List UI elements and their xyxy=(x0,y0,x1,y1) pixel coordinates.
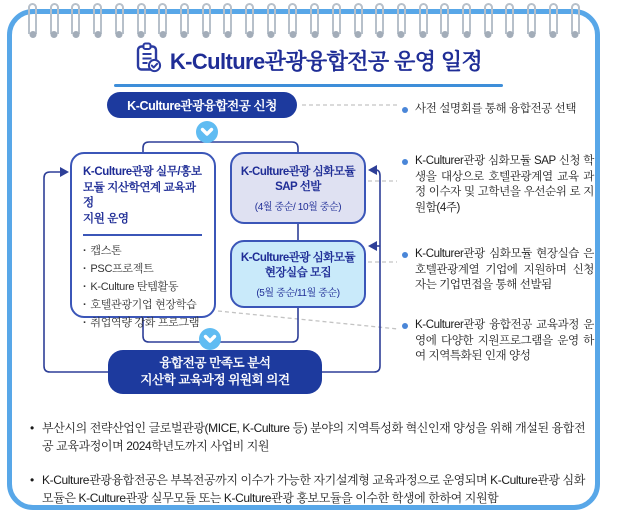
binding-ring xyxy=(397,3,406,34)
chevron-down-icon xyxy=(199,328,221,350)
side-note: 사전 설명회를 통해 융합전공 선택 xyxy=(402,102,594,118)
module-item: · PSC프로젝트 xyxy=(83,260,206,278)
binding-ring xyxy=(310,3,319,34)
sap-selection-box xyxy=(230,152,366,224)
binding-ring xyxy=(571,3,580,34)
flow-end-pill xyxy=(108,350,322,394)
binding-ring xyxy=(527,3,536,34)
binding-ring xyxy=(549,3,558,34)
end-pill-line2: 지산학 교육과정 위원회 의견 xyxy=(140,373,290,387)
binding-ring xyxy=(28,3,37,34)
field-training-box xyxy=(230,240,366,308)
sap-box-schedule: (4월 중순/ 10월 중순) xyxy=(254,202,342,213)
module-item: · 캡스톤 xyxy=(83,242,206,260)
module-item: · 취업역량 강화 프로그램 xyxy=(83,314,206,332)
binding-ring xyxy=(462,3,471,34)
sap-box-title-line1: K-Culture관광 심화모듈 xyxy=(240,166,356,178)
binding-ring xyxy=(440,3,449,34)
sap-box-title-line2: SAP 선발 xyxy=(275,181,321,193)
binding-ring xyxy=(223,3,232,34)
side-note: K-Culturer관광 융합전공 교육과정 운영에 다양한 지원프로그램을 운영 하여 지역특화된 인재 양성 xyxy=(402,318,594,365)
flow-start-pill: K-Culture관광융합전공 신청 xyxy=(107,92,297,118)
page-title: K-Culture관광융합전공 운영 일정 xyxy=(169,48,483,74)
binding-ring xyxy=(375,3,384,34)
binding-ring xyxy=(354,3,363,34)
binding-ring xyxy=(71,3,80,34)
spiral-binding xyxy=(0,0,617,48)
field-box-schedule: (5월 중순/11월 중순) xyxy=(256,288,340,299)
footnote: • 부산시의 전략산업인 글로벌관광(MICE, K-Culture 등) 분야의 지역특성화 혁신인재 양성을 위해 개설된 융합전공 교육과정이며 2024학년도까지 사업비 지원 xyxy=(30,420,592,455)
side-note: K-Culturer관광 심화모듈 SAP 신청 학생을 대상으로 호텔관광계열 교육 과정 이수자 및 고학년을 우선순위 로 지원함(4주) xyxy=(402,154,594,216)
binding-ring xyxy=(267,3,276,34)
box-divider xyxy=(83,234,202,236)
binding-ring xyxy=(288,3,297,34)
binding-ring xyxy=(245,3,254,34)
binding-ring xyxy=(93,3,102,34)
binding-ring xyxy=(137,3,146,34)
side-note: K-Culturer관광 심화모듈 현장실습 은 호텔관광계열 기업에 지원하며 신청자는 기업면접을 통해 선발됨 xyxy=(402,247,594,294)
module-list xyxy=(83,242,206,332)
chevron-down-icon xyxy=(196,121,218,143)
binding-ring xyxy=(180,3,189,34)
module-item: · K-Culture 탄템활동 xyxy=(83,278,206,296)
module-item: · 호텔관광기업 현장학습 xyxy=(83,296,206,314)
binding-ring xyxy=(419,3,428,34)
binding-ring xyxy=(484,3,493,34)
binding-ring xyxy=(115,3,124,34)
title-underline xyxy=(114,84,503,87)
footnote: • K-Culture관광융합전공은 부복전공까지 이수가 가능한 자기설계형 교육과정으로 운영되며 K-Culture관광 심화모듈은 K-Culture관광 실무모듈 또는 K-Culture관광 홍보모듈을 이수한 학생에 한하여 지원함 xyxy=(30,472,592,507)
binding-ring xyxy=(158,3,167,34)
field-box-title-line1: K-Culture관광 심화모듈 xyxy=(240,252,356,264)
practice-module-title: K-Culture관광 실무/홍보 모듈 지산학연계 교육과정 지원 운영 xyxy=(83,166,202,225)
binding-ring xyxy=(332,3,341,34)
end-pill-line1: 융합전공 만족도 분석 xyxy=(159,356,271,370)
binding-ring xyxy=(505,3,514,34)
binding-ring xyxy=(202,3,211,34)
practice-module-box xyxy=(70,152,216,329)
field-box-title-line2: 현장실습 모집 xyxy=(264,267,332,279)
binding-ring xyxy=(50,3,59,34)
